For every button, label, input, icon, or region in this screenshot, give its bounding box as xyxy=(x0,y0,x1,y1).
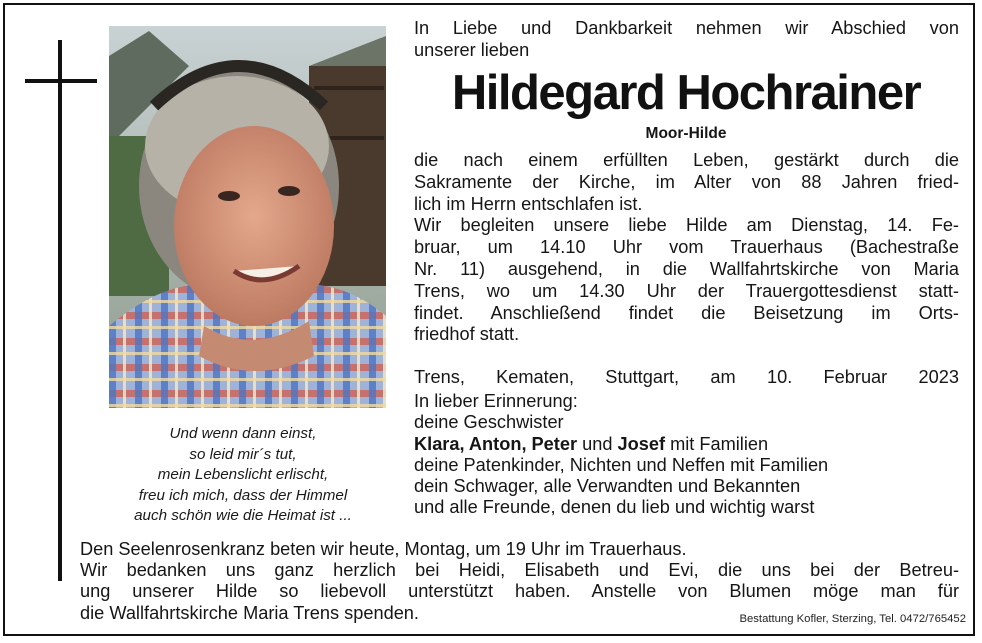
poem-line: mein Lebenslicht erlischt, xyxy=(157,466,329,484)
memory-heading: In lieber Erinnerung: xyxy=(414,391,578,411)
memory-line: dein Schwager, alle Verwandten und Bekannten xyxy=(414,476,801,497)
body-line: Nr. 11) ausgehend, in die Wallfahrtskirche von Maria xyxy=(414,258,959,279)
siblings-label: deine Geschwister xyxy=(414,412,564,433)
siblings-names: Klara, Anton, Peter xyxy=(414,433,578,454)
announcement-body xyxy=(414,150,959,346)
closing-line: die Wallfahrtskirche Maria Trens spenden. xyxy=(80,602,419,623)
closing-line: Wir bedanken uns ganz herzlich bei Heidi, Elisabeth und Evi, die uns bei der Betreu- xyxy=(80,560,959,581)
memory-line: und alle Freunde, denen du lieb und wichtig warst xyxy=(414,497,815,518)
deceased-name: Hildegard Hochrainer xyxy=(451,66,921,120)
portrait-photo xyxy=(109,26,386,408)
poem-line: auch schön wie die Heimat ist ... xyxy=(134,507,352,525)
intro-line: In Liebe und Dankbarkeit nehmen wir Abschied von xyxy=(414,18,959,38)
poem-line: so leid mir´s tut, xyxy=(189,445,297,463)
closing-line: ung unserer Hilde so liebevoll unterstützt haben. Anstelle von Blumen möge man für xyxy=(80,581,959,602)
nickname: Moor-Hilde xyxy=(645,125,727,142)
place-date xyxy=(414,367,959,389)
memory-section xyxy=(414,391,959,519)
closing-text xyxy=(80,539,959,624)
intro-text xyxy=(414,18,959,62)
body-line: friedhof statt. xyxy=(414,324,520,345)
memory-line: deine Patenkinder, Nichten und Neffen mit Familien xyxy=(414,454,829,475)
siblings-line xyxy=(414,434,959,455)
body-line: bruar, um 14.10 Uhr vom Trauerhaus (Bachestraße xyxy=(414,237,959,258)
sibling-name-josef: Josef xyxy=(617,433,666,454)
body-line: Trens, wo um 14.30 Uhr der Trauergottesdienst statt- xyxy=(414,280,959,301)
poem-line: Und wenn dann einst, xyxy=(169,425,317,442)
poem xyxy=(112,424,374,527)
body-line: lich im Herrn entschlafen ist. xyxy=(414,193,643,214)
body-line: Wir begleiten unsere liebe Hilde am Dienstag, 14. Fe- xyxy=(414,215,959,236)
body-line: findet. Anschließend findet die Beisetzung im Orts- xyxy=(414,302,959,323)
place-date-line: Trens, Kematen, Stuttgart, am 10. Februar 2023 xyxy=(414,367,959,387)
body-line: Sakramente der Kirche, im Alter von 88 Jahren fried- xyxy=(414,171,959,192)
siblings-suffix: mit Familien xyxy=(665,433,769,454)
siblings-und: und xyxy=(577,433,618,454)
body-line: die nach einem erfüllten Leben, gestärkt durch die xyxy=(414,150,959,170)
funeral-home-footer: Bestattung Kofler, Sterzing, Tel. 0472/765452 xyxy=(739,613,966,625)
closing-line: Den Seelenrosenkranz beten wir heute, Montag, um 19 Uhr im Trauerhaus. xyxy=(80,539,687,559)
intro-line: unserer lieben xyxy=(414,39,530,60)
poem-line: freu ich mich, dass der Himmel xyxy=(138,486,348,504)
